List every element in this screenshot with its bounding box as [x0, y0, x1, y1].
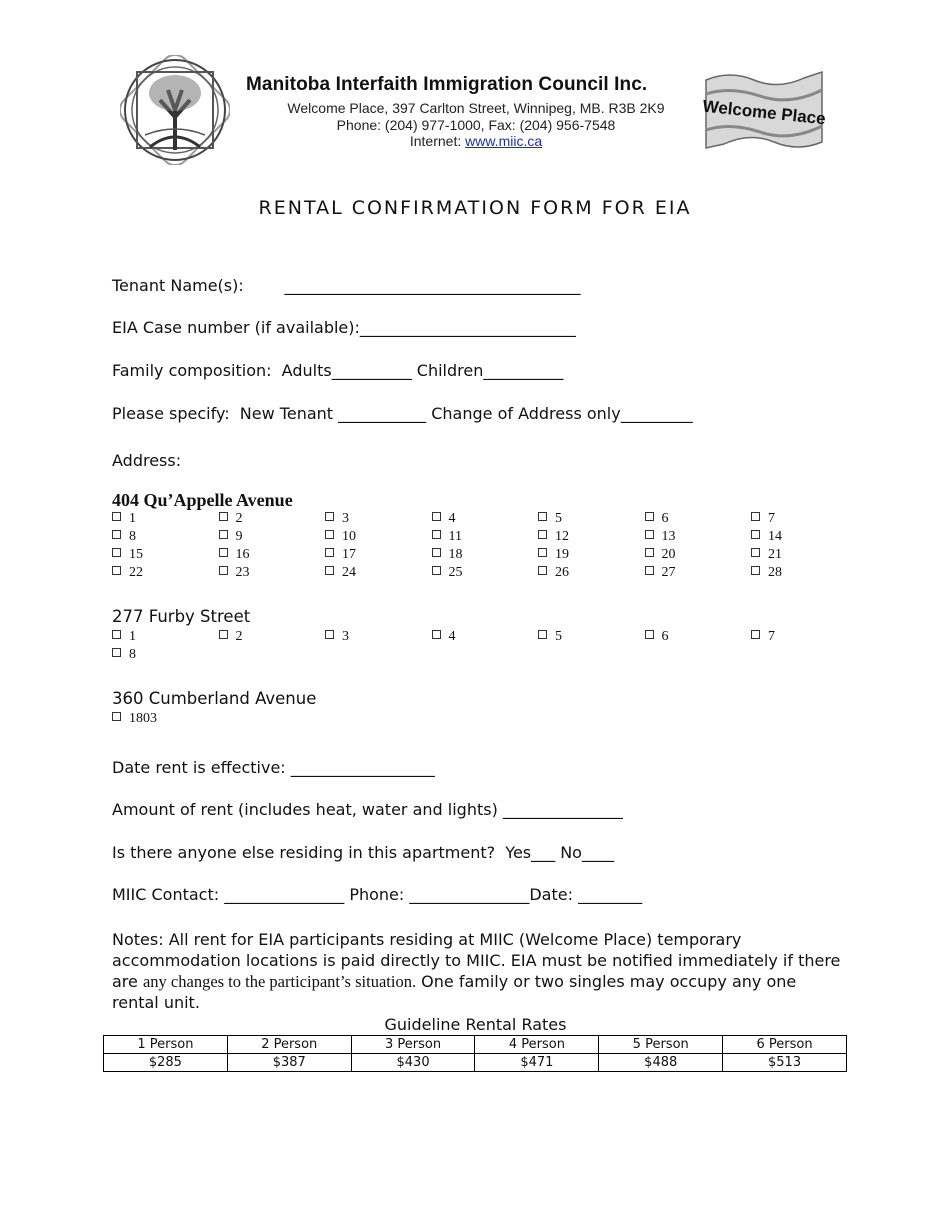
organization-address: Welcome Place, 397 Carlton Street, Winnipeg, MB. R3B 2K9 — [287, 100, 665, 116]
checkbox-icon[interactable] — [751, 630, 760, 639]
unit-checkbox-option[interactable] — [432, 511, 456, 527]
cumberland-address-heading: 360 Cumberland Avenue — [112, 689, 317, 708]
quappelle-address-heading: 404 Qu’Appelle Avenue — [112, 490, 293, 510]
unit-number: 23 — [235, 565, 250, 580]
unit-number: 18 — [448, 547, 463, 562]
unit-number: 1 — [129, 511, 136, 526]
notes-text-3: One family or two singles may occupy any one rental unit. — [112, 972, 797, 1012]
unit-checkbox-option[interactable] — [645, 529, 676, 545]
checkbox-icon[interactable] — [112, 548, 121, 557]
checkbox-icon[interactable] — [112, 712, 121, 721]
organization-internet — [246, 133, 706, 149]
checkbox-icon[interactable] — [325, 512, 334, 521]
checkbox-icon[interactable] — [325, 530, 334, 539]
checkbox-icon[interactable] — [219, 512, 228, 521]
unit-checkbox-option[interactable] — [325, 511, 349, 527]
checkbox-icon[interactable] — [538, 566, 547, 575]
unit-checkbox-option[interactable] — [751, 565, 782, 581]
unit-checkbox-option[interactable] — [112, 529, 136, 545]
rates-header-cell: 3 Person — [351, 1036, 475, 1054]
unit-checkbox-option[interactable] — [645, 565, 676, 581]
checkbox-icon[interactable] — [219, 548, 228, 557]
unit-checkbox-option[interactable] — [751, 511, 775, 527]
notes-paragraph — [112, 929, 842, 1013]
unit-number: 3 — [342, 511, 349, 526]
unit-checkbox-option[interactable] — [112, 629, 136, 645]
unit-number: 3 — [342, 629, 349, 644]
unit-number: 28 — [768, 565, 782, 580]
unit-number: 7 — [768, 629, 775, 644]
checkbox-icon[interactable] — [112, 530, 121, 539]
unit-checkbox-option[interactable] — [325, 529, 356, 545]
unit-checkbox-option[interactable] — [112, 565, 143, 581]
checkbox-icon[interactable] — [751, 530, 760, 539]
rates-header-cell: 4 Person — [475, 1036, 599, 1054]
unit-checkbox-option[interactable] — [432, 529, 462, 545]
guideline-rates-table — [103, 1035, 847, 1072]
unit-number: 25 — [448, 565, 463, 580]
unit-number: 6 — [661, 511, 669, 526]
unit-checkbox-option[interactable] — [219, 547, 250, 563]
welcome-place-logo-text: Welcome Place — [701, 96, 827, 129]
unit-checkbox-option[interactable] — [325, 547, 356, 563]
unit-checkbox-option[interactable] — [538, 565, 569, 581]
amount-of-rent-field[interactable]: Amount of rent (includes heat, water and lights) _______________ — [112, 800, 623, 819]
unit-checkbox-option[interactable] — [112, 647, 136, 663]
unit-number: 1 — [129, 629, 136, 644]
checkbox-icon[interactable] — [538, 530, 547, 539]
unit-number: 7 — [768, 511, 775, 526]
checkbox-icon[interactable] — [645, 530, 654, 539]
rates-header-row — [104, 1036, 847, 1054]
rates-value-cell: $488 — [599, 1054, 723, 1072]
checkbox-icon[interactable] — [219, 530, 228, 539]
checkbox-icon[interactable] — [112, 648, 121, 657]
notes-text-1: Notes: All rent for EIA participants residing at MIIC (Welcome Place) temporary accommodation locations is paid directly to MIIC. EIA must be notified immediately if there are — [112, 930, 841, 991]
unit-checkbox-option[interactable] — [325, 629, 349, 645]
rates-header-cell: 2 Person — [227, 1036, 351, 1054]
unit-number: 9 — [235, 529, 243, 544]
unit-checkbox-option[interactable] — [219, 629, 243, 645]
unit-checkbox-option[interactable] — [645, 629, 669, 645]
unit-checkbox-option[interactable] — [112, 511, 136, 527]
checkbox-icon[interactable] — [538, 630, 547, 639]
unit-checkbox-option[interactable] — [538, 629, 562, 645]
checkbox-icon[interactable] — [751, 548, 760, 557]
unit-number: 5 — [555, 511, 562, 526]
rates-value-row — [104, 1054, 847, 1072]
checkbox-icon[interactable] — [432, 530, 441, 539]
website-link[interactable]: www.miic.ca — [465, 133, 543, 149]
unit-checkbox-option[interactable] — [645, 547, 676, 563]
checkbox-icon[interactable] — [645, 548, 654, 557]
unit-checkbox-option[interactable] — [219, 529, 243, 545]
checkbox-icon[interactable] — [112, 630, 121, 639]
organization-name: Manitoba Interfaith Immigration Council Inc. — [246, 74, 648, 95]
date-rent-effective-field[interactable]: Date rent is effective: __________________ — [112, 758, 435, 777]
unit-number: 8 — [129, 647, 136, 662]
rates-header-cell: 5 Person — [599, 1036, 723, 1054]
checkbox-icon[interactable] — [432, 548, 441, 557]
unit-checkbox-option[interactable] — [645, 511, 669, 527]
unit-number: 4 — [448, 511, 456, 526]
checkbox-icon[interactable] — [645, 566, 654, 575]
unit-checkbox-option[interactable] — [538, 529, 569, 545]
unit-number: 2 — [235, 511, 243, 526]
unit-number: 17 — [342, 547, 356, 562]
unit-checkbox-option[interactable] — [751, 547, 782, 563]
unit-number: 24 — [342, 565, 356, 580]
unit-number: 21 — [768, 547, 782, 562]
unit-checkbox-option[interactable] — [112, 711, 157, 727]
checkbox-icon[interactable] — [219, 566, 228, 575]
family-composition-field[interactable]: Family composition: Adults__________ Children__________ — [112, 361, 564, 380]
unit-checkbox-option[interactable] — [432, 629, 456, 645]
miic-contact-field[interactable]: MIIC Contact: _______________ Phone: _______________Date: ________ — [112, 885, 643, 904]
unit-number: 2 — [235, 629, 243, 644]
miic-tree-logo — [120, 55, 230, 165]
anyone-else-residing-field[interactable]: Is there anyone else residing in this apartment? Yes___ No____ — [112, 843, 614, 862]
eia-case-number-field[interactable]: EIA Case number (if available):___________________________ — [112, 318, 576, 337]
internet-label: Internet: — [409, 133, 466, 149]
rates-header-cell: 6 Person — [723, 1036, 847, 1054]
checkbox-icon[interactable] — [219, 630, 228, 639]
unit-checkbox-option[interactable] — [432, 547, 463, 563]
unit-number: 26 — [555, 565, 569, 580]
unit-number: 13 — [661, 529, 676, 544]
unit-checkbox-option[interactable] — [751, 629, 775, 645]
unit-number: 22 — [129, 565, 143, 580]
unit-number: 6 — [661, 629, 669, 644]
rates-value-cell: $430 — [351, 1054, 475, 1072]
unit-number: 4 — [448, 629, 456, 644]
rates-value-cell: $285 — [104, 1054, 228, 1072]
checkbox-icon[interactable] — [538, 512, 547, 521]
rates-value-cell: $513 — [723, 1054, 847, 1072]
checkbox-icon[interactable] — [432, 512, 441, 521]
unit-number: 27 — [661, 565, 676, 580]
checkbox-icon[interactable] — [325, 566, 334, 575]
welcome-place-logo — [700, 68, 828, 154]
form-title: RENTAL CONFIRMATION FORM FOR EIA — [258, 197, 692, 219]
unit-number: 12 — [555, 529, 569, 544]
checkbox-icon[interactable] — [538, 548, 547, 557]
unit-number: 14 — [768, 529, 782, 544]
checkbox-icon[interactable] — [645, 512, 654, 521]
unit-number: 8 — [129, 529, 136, 544]
unit-checkbox-option[interactable] — [538, 547, 569, 563]
address-label: Address: — [112, 451, 182, 470]
furby-address-heading: 277 Furby Street — [112, 607, 251, 626]
checkbox-icon[interactable] — [325, 548, 334, 557]
unit-checkbox-option[interactable] — [325, 565, 356, 581]
checkbox-icon[interactable] — [432, 566, 441, 575]
checkbox-icon[interactable] — [751, 512, 760, 521]
unit-number: 15 — [129, 547, 143, 562]
unit-number: 5 — [555, 629, 562, 644]
unit-number: 19 — [555, 547, 569, 562]
unit-checkbox-option[interactable] — [751, 529, 782, 545]
checkbox-icon[interactable] — [645, 630, 654, 639]
checkbox-icon[interactable] — [432, 630, 441, 639]
rates-header-cell: 1 Person — [104, 1036, 228, 1054]
checkbox-icon[interactable] — [751, 566, 760, 575]
unit-number: 11 — [448, 529, 462, 544]
unit-number: 10 — [342, 529, 356, 544]
unit-number: 1803 — [129, 711, 157, 726]
checkbox-icon[interactable] — [325, 630, 334, 639]
checkbox-icon[interactable] — [112, 566, 121, 575]
tenant-names-field[interactable]: Tenant Name(s): _____________________________________ — [112, 276, 581, 295]
unit-checkbox-option[interactable] — [219, 565, 250, 581]
organization-phone-fax: Phone: (204) 977-1000, Fax: (204) 956-7548 — [336, 117, 616, 133]
checkbox-icon[interactable] — [112, 512, 121, 521]
unit-checkbox-option[interactable] — [219, 511, 243, 527]
rates-value-cell: $387 — [227, 1054, 351, 1072]
rates-value-cell: $471 — [475, 1054, 599, 1072]
unit-checkbox-option[interactable] — [112, 547, 143, 563]
unit-checkbox-option[interactable] — [538, 511, 562, 527]
guideline-rates-title: Guideline Rental Rates — [384, 1015, 567, 1034]
notes-text-2: any changes to the participant’s situation. — [142, 972, 417, 991]
unit-checkbox-option[interactable] — [432, 565, 463, 581]
unit-number: 20 — [661, 547, 676, 562]
unit-number: 16 — [235, 547, 250, 562]
please-specify-field[interactable]: Please specify: New Tenant ___________ Change of Address only_________ — [112, 404, 693, 423]
